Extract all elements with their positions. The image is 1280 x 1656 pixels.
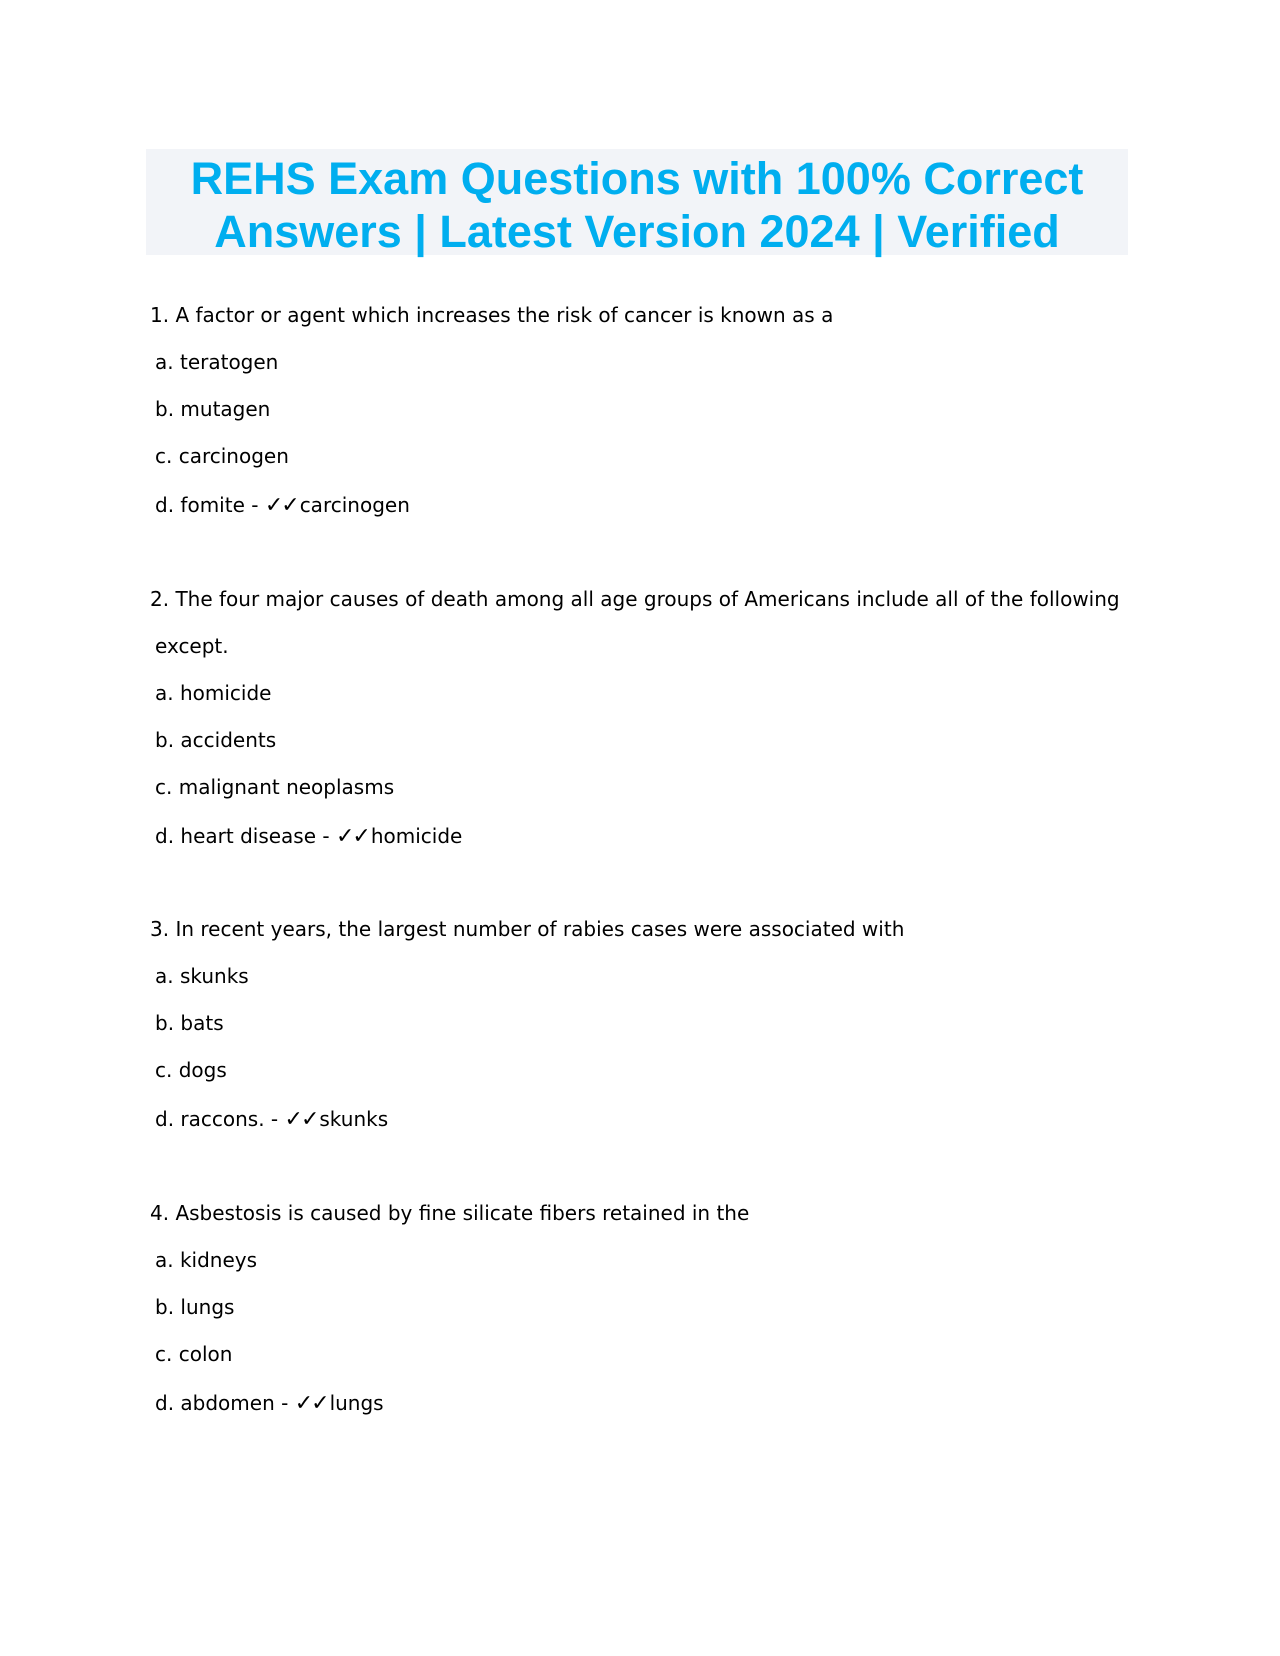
option-b: b. bats	[155, 1011, 224, 1035]
option-c: c. dogs	[155, 1058, 227, 1082]
option-a: a. homicide	[155, 681, 272, 705]
option-a: a. teratogen	[155, 350, 279, 374]
correct-answer: homicide	[370, 824, 463, 848]
option-b: b. lungs	[155, 1295, 235, 1319]
question-text: 3. In recent years, the largest number of rabies cases were associated with	[150, 917, 905, 941]
document-title-line-1: REHS Exam Questions with 100% Correct	[190, 153, 1084, 204]
double-check-icon: ✓✓	[335, 824, 369, 849]
correct-answer: lungs	[329, 1391, 384, 1415]
option-b: b. accidents	[155, 728, 277, 752]
option-d-with-answer	[155, 1390, 384, 1417]
option-d: d. abdomen -	[155, 1391, 289, 1415]
option-d: d. heart disease -	[155, 824, 330, 848]
question-text-continued: except.	[155, 634, 229, 658]
correct-answer: skunks	[319, 1107, 389, 1131]
document-title-banner	[146, 149, 1128, 255]
question-text: 1. A factor or agent which increases the risk of cancer is known as a	[150, 303, 834, 327]
option-c: c. colon	[155, 1342, 233, 1366]
option-d-with-answer	[155, 1106, 388, 1133]
option-d: d. fomite -	[155, 493, 259, 517]
option-a: a. kidneys	[155, 1248, 258, 1272]
option-a: a. skunks	[155, 964, 249, 988]
document-title-line-2: Answers | Latest Version 2024 | Verified	[214, 206, 1060, 257]
correct-answer: carcinogen	[299, 493, 410, 517]
double-check-icon: ✓✓	[264, 493, 298, 518]
double-check-icon: ✓✓	[294, 1391, 328, 1416]
option-c: c. malignant neoplasms	[155, 775, 395, 799]
option-b: b. mutagen	[155, 397, 271, 421]
double-check-icon: ✓✓	[284, 1107, 318, 1132]
option-d-with-answer	[155, 492, 410, 519]
question-text: 2. The four major causes of death among all age groups of Americans include all of the following	[150, 587, 1120, 611]
option-d: d. raccons. -	[155, 1107, 279, 1131]
option-d-with-answer	[155, 823, 462, 850]
option-c: c. carcinogen	[155, 444, 289, 468]
question-text: 4. Asbestosis is caused by fine silicate fibers retained in the	[150, 1201, 750, 1225]
